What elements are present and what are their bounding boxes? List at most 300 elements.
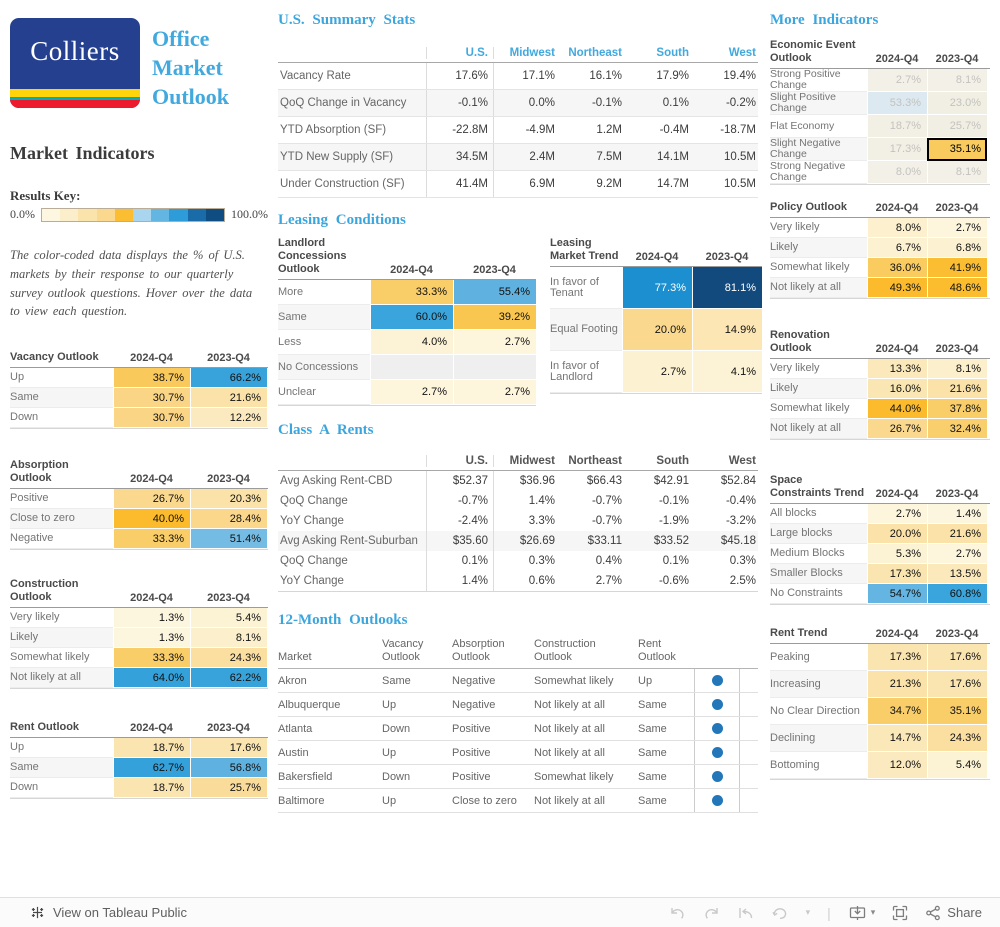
table-row (10, 628, 268, 648)
outlook-cell[interactable]: Up (638, 674, 653, 687)
value-cell[interactable]: 0.1% (426, 551, 493, 571)
column-header: 2024-Q4 (130, 473, 173, 485)
value-cell[interactable]: 0.0% (493, 90, 560, 116)
value-cell[interactable]: 14.9% (692, 309, 762, 351)
outlook-cell[interactable]: Negative (452, 674, 496, 687)
row-label: More (278, 280, 370, 305)
table-row (10, 408, 268, 428)
value-cell[interactable]: 1.4% (927, 504, 987, 524)
value-cell[interactable]: 6.9M (493, 171, 560, 197)
outlook-cell[interactable]: Up (382, 746, 397, 759)
value-cell[interactable]: 48.6% (927, 278, 987, 298)
dot-cell[interactable] (694, 765, 740, 788)
dot-cell[interactable] (694, 741, 740, 764)
column-header: 2023-Q4 (935, 202, 979, 214)
table-header (278, 635, 758, 669)
value-cell[interactable]: 17.6% (927, 671, 987, 698)
scale-min-label: 0.0% (10, 207, 35, 221)
value-cell[interactable]: 41.4M (426, 171, 493, 197)
value-cell[interactable]: 5.4% (927, 752, 987, 779)
value-cell[interactable]: 21.3% (867, 671, 927, 698)
value-cell[interactable]: -2.4% (426, 511, 493, 531)
landlord-concessions-table (278, 237, 536, 406)
row-label: Very likely (10, 608, 113, 628)
outlook-cell[interactable]: Down (382, 770, 411, 783)
value-cell[interactable]: 8.1% (927, 69, 987, 92)
row-label: Likely (770, 238, 867, 258)
table-row (10, 668, 268, 688)
row-label: Somewhat likely (770, 399, 867, 419)
table-body (770, 504, 990, 605)
value-cell[interactable]: 20.3% (190, 489, 267, 509)
value-cell[interactable]: -0.4M (659, 124, 689, 136)
column-header: 2024-Q4 (130, 722, 173, 734)
value-cell[interactable]: 1.3% (113, 628, 190, 648)
market-name: Akron (278, 674, 307, 687)
value-cell[interactable]: 2.4M (493, 144, 560, 170)
outlook-cell[interactable]: Down (382, 722, 411, 735)
table-title: Leasing Market Trend (550, 237, 619, 262)
value-cell[interactable]: 32.4% (927, 419, 987, 439)
outlook-cell[interactable]: Same (638, 722, 667, 735)
table-row (278, 171, 758, 198)
value-cell[interactable]: $35.60 (426, 531, 493, 551)
status-dot-icon (712, 675, 723, 686)
value-cell[interactable]: 17.3% (867, 564, 927, 584)
column-header: U.S. (426, 455, 493, 467)
outlook-cell[interactable]: Somewhat likely (534, 770, 614, 783)
table-row (770, 138, 990, 161)
outlook-cell[interactable]: Up (382, 794, 397, 807)
table-row (770, 278, 990, 298)
value-cell[interactable]: 51.4% (190, 529, 267, 549)
value-cell[interactable]: 12.2% (190, 408, 267, 428)
column-header: 2024-Q4 (875, 53, 919, 65)
toolbar-divider: | (827, 904, 831, 921)
value-cell[interactable]: 37.8% (927, 399, 987, 419)
row-label: Large blocks (770, 524, 867, 544)
scale-segment (97, 209, 115, 221)
value-cell[interactable]: -0.1% (426, 90, 493, 116)
value-cell[interactable]: $36.96 (493, 471, 560, 491)
value-cell[interactable]: -0.1% (591, 97, 622, 109)
value-cell[interactable]: 19.4% (723, 70, 756, 82)
table-header (278, 445, 758, 471)
value-cell[interactable]: 25.7% (927, 115, 987, 138)
outlook-cell[interactable]: Up (382, 698, 397, 711)
row-label: All blocks (770, 504, 867, 524)
row-label: Increasing (770, 671, 867, 698)
value-cell[interactable]: 1.4% (426, 571, 493, 591)
value-cell[interactable]: $45.18 (720, 535, 756, 547)
value-cell[interactable]: -4.9M (493, 117, 560, 143)
value-cell[interactable]: 17.6% (190, 738, 267, 758)
row-label: Up (10, 738, 113, 758)
table-row (770, 92, 990, 115)
value-cell[interactable]: 24.3% (927, 725, 987, 752)
value-cell[interactable]: 14.7% (867, 725, 927, 752)
outlook-cell[interactable]: Close to zero (452, 794, 517, 807)
table-row (770, 379, 990, 399)
value-cell[interactable]: 30.7% (113, 388, 190, 408)
column-header: 2024-Q4 (875, 488, 919, 500)
value-cell[interactable]: 36.0% (867, 258, 927, 278)
table-row (770, 564, 990, 584)
value-cell[interactable]: 0.4% (595, 555, 622, 567)
value-cell[interactable]: 26.7% (113, 489, 190, 509)
column-header: Market (278, 651, 312, 663)
refresh-icon[interactable] (771, 906, 789, 920)
column-header: 2024-Q4 (875, 343, 919, 355)
undo-icon[interactable] (669, 906, 686, 920)
value-cell[interactable]: 33.3% (370, 280, 453, 305)
value-cell[interactable]: $66.43 (586, 475, 622, 487)
value-cell[interactable]: 12.0% (867, 752, 927, 779)
table-body (10, 738, 268, 799)
market-name: Atlanta (278, 722, 313, 735)
table-header (10, 459, 268, 489)
value-cell[interactable]: 44.0% (867, 399, 927, 419)
value-cell[interactable]: 17.3% (867, 644, 927, 671)
value-cell[interactable]: 5.4% (190, 608, 267, 628)
value-cell[interactable]: 8.1% (190, 628, 267, 648)
column-header: 2023-Q4 (935, 53, 979, 65)
value-cell[interactable]: 41.9% (927, 258, 987, 278)
value-cell[interactable]: 0.6% (493, 571, 560, 591)
value-cell[interactable]: 60.8% (927, 584, 987, 604)
table-row (278, 63, 758, 90)
row-label: Somewhat likely (770, 258, 867, 278)
revert-icon[interactable] (737, 906, 754, 920)
value-cell[interactable]: 54.7% (867, 584, 927, 604)
value-cell[interactable]: 2.7% (867, 504, 927, 524)
status-dot-icon (712, 795, 723, 806)
table-body (278, 63, 758, 198)
row-label: YoY Change (280, 575, 344, 587)
redo-icon[interactable] (703, 906, 720, 920)
value-cell[interactable]: $52.37 (426, 471, 493, 491)
table-row (10, 608, 268, 628)
outlook-cell[interactable]: Not likely at all (534, 746, 605, 759)
scale-segment (206, 209, 224, 221)
value-cell[interactable]: 35.1% (927, 698, 987, 725)
value-cell[interactable]: 7.5M (596, 151, 622, 163)
value-cell[interactable]: 4.0% (370, 330, 453, 355)
dot-cell[interactable] (694, 693, 740, 716)
outlook-cell[interactable]: Same (638, 770, 667, 783)
outlook-cell[interactable]: Not likely at all (534, 794, 605, 807)
value-cell[interactable]: -18.7M (720, 124, 756, 136)
column-header: 2024-Q4 (130, 352, 173, 364)
value-cell[interactable]: 1.2M (596, 124, 622, 136)
outlook-cell[interactable]: Somewhat likely (534, 674, 614, 687)
results-key-label: Results Key: (10, 188, 81, 203)
value-cell[interactable]: 49.3% (867, 278, 927, 298)
value-cell[interactable]: 53.3% (867, 92, 927, 115)
leasing-conditions-section (278, 237, 758, 406)
table-title: Space Constraints Trend (770, 474, 865, 499)
vacancy-outlook-table (10, 351, 268, 429)
row-label: In favor of Tenant (550, 267, 622, 309)
table-body (10, 489, 268, 550)
status-dot-icon (712, 723, 723, 734)
value-cell[interactable]: 21.6% (190, 388, 267, 408)
row-label: Slight Positive Change (770, 92, 867, 115)
outlook-cell[interactable]: Same (638, 698, 667, 711)
table-row (278, 330, 536, 355)
row-label: Avg Asking Rent-CBD (280, 475, 393, 487)
value-cell[interactable]: 14.7M (657, 178, 689, 190)
download-icon[interactable] (848, 905, 876, 921)
value-cell[interactable]: 1.3% (113, 608, 190, 628)
value-cell[interactable]: 39.2% (453, 305, 536, 330)
column-header: Vacancy Outlook (382, 638, 424, 663)
outlook-cell[interactable]: Positive (452, 770, 491, 783)
value-cell[interactable]: 26.7% (867, 419, 927, 439)
value-cell[interactable]: 21.6% (927, 524, 987, 544)
column-header: 2024-Q4 (875, 202, 919, 214)
table-title: Vacancy Outlook (10, 351, 99, 363)
table-header (278, 37, 758, 63)
value-cell[interactable]: 23.0% (927, 92, 987, 115)
fullscreen-icon[interactable] (892, 905, 908, 921)
scale-segment (169, 209, 187, 221)
value-cell[interactable]: 2.7% (370, 380, 453, 405)
value-cell[interactable]: -0.7% (591, 515, 622, 527)
value-cell[interactable]: -0.4% (725, 495, 756, 507)
market-row (278, 717, 758, 741)
title-line: Outlook (152, 84, 230, 109)
construction-outlook-table (10, 578, 268, 689)
row-label: YTD New Supply (SF) (280, 151, 394, 163)
outlook-cell[interactable]: Not likely at all (534, 722, 605, 735)
outlook-cell[interactable]: Same (638, 746, 667, 759)
table-row (10, 778, 268, 798)
value-cell[interactable]: 18.7% (113, 778, 190, 798)
table-header (550, 237, 762, 267)
value-cell[interactable]: 60.0% (370, 305, 453, 330)
value-cell[interactable]: 17.6% (426, 63, 493, 89)
sidebar (0, 0, 272, 897)
table-body (770, 69, 990, 185)
row-label: YoY Change (280, 515, 344, 527)
value-cell[interactable]: 40.0% (113, 509, 190, 529)
value-cell[interactable]: 20.0% (622, 309, 692, 351)
value-cell[interactable]: 18.7% (867, 115, 927, 138)
row-label: Negative (10, 529, 113, 549)
table-row (770, 752, 990, 779)
row-label: Smaller Blocks (770, 564, 867, 584)
column-header: 2023-Q4 (207, 352, 250, 364)
results-key (10, 188, 268, 222)
row-label: Less (278, 330, 370, 355)
dot-cell[interactable] (694, 717, 740, 740)
column-header: 2023-Q4 (473, 264, 516, 276)
value-cell[interactable]: 16.0% (867, 379, 927, 399)
refresh-caret-icon[interactable]: ▾ (805, 907, 811, 917)
value-cell[interactable]: $26.69 (493, 531, 560, 551)
value-cell[interactable]: 25.7% (190, 778, 267, 798)
column-header: 2024-Q4 (130, 592, 173, 604)
value-cell[interactable]: 34.5M (426, 144, 493, 170)
value-cell[interactable]: -0.6% (658, 575, 689, 587)
table-body (278, 280, 536, 406)
class-a-rents-table (278, 445, 758, 592)
value-cell[interactable]: 35.1% (927, 138, 987, 161)
table-row (278, 511, 758, 531)
value-cell[interactable]: -22.8M (426, 117, 493, 143)
value-cell[interactable]: 64.0% (113, 668, 190, 688)
value-cell[interactable]: 13.3% (867, 359, 927, 379)
value-cell[interactable]: 1.4% (493, 491, 560, 511)
value-cell[interactable]: 17.3% (867, 138, 927, 161)
value-cell[interactable]: 2.5% (729, 575, 756, 587)
table-row (278, 491, 758, 511)
column-header: 2024-Q4 (390, 264, 433, 276)
value-cell[interactable]: $42.91 (653, 475, 689, 487)
value-cell[interactable]: 8.1% (927, 359, 987, 379)
value-cell[interactable]: -1.9% (658, 515, 689, 527)
row-label: Close to zero (10, 509, 113, 529)
table-body (10, 368, 268, 429)
value-cell[interactable]: 10.5M (724, 178, 756, 190)
value-cell[interactable]: 0.1% (662, 555, 689, 567)
value-cell[interactable]: 17.9% (656, 70, 689, 82)
row-label: Same (278, 305, 370, 330)
outlook-cell[interactable]: Same (638, 794, 667, 807)
value-cell[interactable]: 2.7% (595, 575, 622, 587)
value-cell[interactable]: 30.7% (113, 408, 190, 428)
status-dot-icon (712, 771, 723, 782)
value-cell[interactable]: 6.8% (927, 238, 987, 258)
legend-description: The color-coded data displays the % of U.S. markets by their response to our quarterly survey outlook questions. Hover over the data to view each question. (10, 248, 253, 319)
value-cell[interactable]: 2.7% (453, 330, 536, 355)
column-header: West (728, 455, 756, 467)
value-cell[interactable]: 8.0% (867, 161, 927, 184)
value-cell[interactable] (370, 355, 453, 380)
table-row (10, 648, 268, 668)
value-cell[interactable]: 10.5M (724, 151, 756, 163)
value-cell[interactable]: 34.7% (867, 698, 927, 725)
row-label: YTD Absorption (SF) (280, 124, 387, 136)
more-indicators-title: More Indicators (770, 12, 879, 28)
value-cell[interactable]: 62.7% (113, 758, 190, 778)
value-cell[interactable]: 14.1M (657, 151, 689, 163)
column-header: 2024-Q4 (635, 251, 679, 263)
value-cell[interactable]: $33.52 (653, 535, 689, 547)
row-label: Not likely at all (10, 668, 113, 688)
outlook-cell[interactable]: Positive (452, 722, 491, 735)
main-panel (272, 0, 764, 897)
view-on-tableau-link[interactable] (30, 905, 187, 920)
value-cell[interactable]: 0.3% (729, 555, 756, 567)
value-cell[interactable]: 56.8% (190, 758, 267, 778)
value-cell[interactable]: 28.4% (190, 509, 267, 529)
value-cell[interactable]: 4.1% (692, 351, 762, 393)
value-cell[interactable]: 0.3% (493, 551, 560, 571)
value-cell[interactable]: 21.6% (927, 379, 987, 399)
value-cell[interactable]: 2.7% (453, 380, 536, 405)
title-line: Office (152, 26, 210, 51)
value-cell[interactable] (453, 355, 536, 380)
value-cell[interactable]: 77.3% (622, 267, 692, 309)
table-title: Rent Trend (770, 627, 828, 639)
table-title: Absorption Outlook (10, 459, 69, 484)
twelve-month-outlooks-title: 12-Month Outlooks (278, 612, 408, 628)
table-header (770, 474, 990, 504)
value-cell[interactable]: 6.7% (867, 238, 927, 258)
value-cell[interactable]: 2.7% (622, 351, 692, 393)
value-cell[interactable]: 9.2M (596, 178, 622, 190)
value-cell[interactable]: 18.7% (113, 738, 190, 758)
row-label: Somewhat likely (10, 648, 113, 668)
value-cell[interactable]: 3.3% (493, 511, 560, 531)
value-cell[interactable]: $52.84 (720, 475, 756, 487)
value-cell[interactable]: 17.6% (927, 644, 987, 671)
value-cell[interactable]: 17.1% (493, 63, 560, 89)
value-cell[interactable]: -0.7% (591, 495, 622, 507)
market-name: Bakersfield (278, 770, 333, 783)
view-on-tableau-label: View on Tableau Public (53, 905, 187, 920)
table-row (278, 571, 758, 591)
value-cell[interactable]: 2.7% (867, 69, 927, 92)
value-cell[interactable]: 38.7% (113, 368, 190, 388)
column-header: Midwest (493, 47, 560, 59)
value-cell[interactable]: -0.7% (426, 491, 493, 511)
download-caret-icon[interactable]: ▾ (870, 907, 876, 917)
value-cell[interactable]: 62.2% (190, 668, 267, 688)
dot-cell[interactable] (694, 789, 740, 812)
value-cell[interactable]: 24.3% (190, 648, 267, 668)
table-row (278, 531, 758, 551)
scale-segment (42, 209, 60, 221)
logo-stripe-yellow (10, 89, 140, 97)
outlook-cell[interactable]: Same (382, 674, 411, 687)
outlook-cell[interactable]: Negative (452, 698, 496, 711)
value-cell[interactable]: 55.4% (453, 280, 536, 305)
market-name: Baltimore (278, 794, 325, 807)
value-cell[interactable]: 13.5% (927, 564, 987, 584)
value-cell[interactable]: $33.11 (587, 535, 622, 547)
value-cell[interactable]: 33.3% (113, 529, 190, 549)
share-button[interactable] (925, 905, 982, 921)
row-label: Declining (770, 725, 867, 752)
value-cell[interactable]: 8.1% (927, 161, 987, 184)
dot-cell[interactable] (694, 669, 740, 692)
scale-segment (115, 209, 133, 221)
outlook-cell[interactable]: Not likely at all (534, 698, 605, 711)
table-body (770, 644, 990, 780)
value-cell[interactable]: -3.2% (725, 515, 756, 527)
table-header (770, 39, 990, 69)
value-cell[interactable]: 2.7% (927, 544, 987, 564)
value-cell[interactable]: 2.7% (927, 218, 987, 238)
table-row (770, 359, 990, 379)
value-cell[interactable]: 5.3% (867, 544, 927, 564)
value-cell[interactable]: 0.1% (662, 97, 689, 109)
value-cell[interactable]: 33.3% (113, 648, 190, 668)
value-cell[interactable]: 8.0% (867, 218, 927, 238)
value-cell[interactable]: 66.2% (190, 368, 267, 388)
value-cell[interactable]: 20.0% (867, 524, 927, 544)
value-cell[interactable]: 16.1% (589, 70, 622, 82)
value-cell[interactable]: -0.2% (725, 97, 756, 109)
outlook-cell[interactable]: Positive (452, 746, 491, 759)
row-label: Slight Negative Change (770, 138, 867, 161)
scale-max-label: 100.0% (231, 207, 268, 221)
value-cell[interactable]: -0.1% (658, 495, 689, 507)
value-cell[interactable]: 81.1% (692, 267, 762, 309)
